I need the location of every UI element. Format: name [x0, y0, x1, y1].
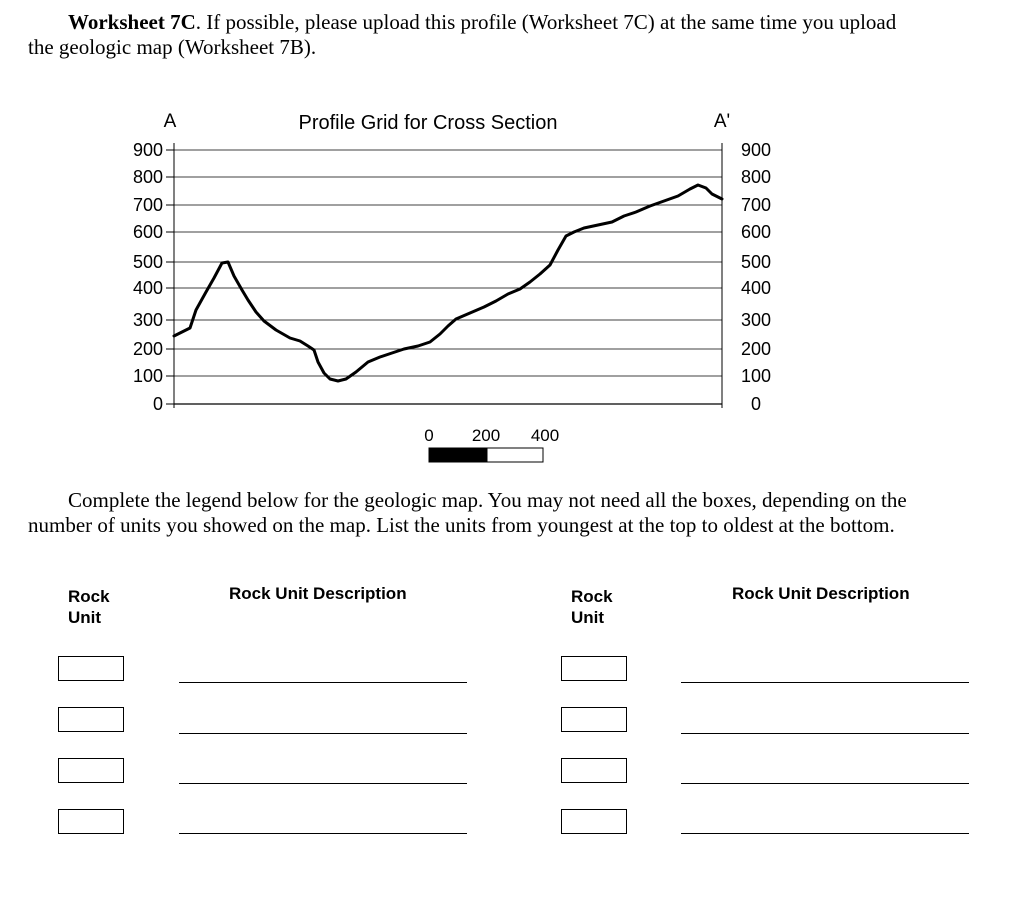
elevation-label-right: 500: [740, 252, 772, 272]
elevation-label-right: 300: [740, 310, 772, 330]
intro-text-1: . If possible, please upload this profile (Worksheet 7C) at the same time you upload: [195, 10, 897, 34]
elevation-label-right: 100: [740, 366, 772, 386]
profile-label-a-prime: A': [713, 111, 731, 132]
cross-section-profile-line: [174, 185, 722, 381]
elevation-label-right: 600: [740, 222, 772, 242]
description-line[interactable]: [681, 733, 969, 734]
elevation-label-right: 800: [740, 167, 772, 187]
rock-unit-box[interactable]: [58, 758, 124, 783]
description-line[interactable]: [179, 783, 467, 784]
profile-title: Profile Grid for Cross Section: [298, 112, 558, 134]
rock-unit-header-left: [68, 586, 110, 628]
elevation-tick-labels: [133, 140, 771, 414]
rock-unit-box[interactable]: [58, 809, 124, 834]
scale-label-200: 200: [471, 426, 501, 445]
elevation-label-right: 200: [740, 339, 772, 359]
rock-unit-box[interactable]: [58, 707, 124, 732]
legend-instructions-line-1: Complete the legend below for the geologic map. You may not need all the boxes, depending on the: [68, 488, 907, 512]
rock-unit-box[interactable]: [561, 758, 627, 783]
scale-bar-filled-segment: [429, 448, 487, 462]
scale-bar-empty-segment: [487, 448, 543, 462]
elevation-label-left: 0: [152, 394, 163, 414]
elevation-label-left: 600: [132, 222, 163, 242]
elevation-label-right: 900: [740, 140, 772, 160]
description-line[interactable]: [681, 682, 969, 683]
rock-unit-box[interactable]: [561, 656, 627, 681]
elevation-label-left: 300: [132, 310, 163, 330]
rock-unit-header-left-line1: Rock: [68, 587, 110, 606]
rock-unit-header-right: [571, 586, 613, 628]
description-line[interactable]: [179, 833, 467, 834]
rock-unit-box[interactable]: [58, 656, 124, 681]
description-header-right: Rock Unit Description: [732, 584, 910, 603]
rock-unit-header-left-line2: Unit: [68, 608, 102, 627]
rock-unit-box[interactable]: [561, 707, 627, 732]
legend-instructions: [28, 488, 1018, 538]
description-line[interactable]: [179, 733, 467, 734]
rock-unit-header-right-line1: Rock: [571, 587, 613, 606]
description-header-left: Rock Unit Description: [229, 584, 407, 603]
grid-lines: [166, 143, 722, 408]
elevation-label-left: 800: [132, 167, 163, 187]
scale-label-0: 0: [424, 426, 434, 445]
worksheet-title: Worksheet 7C: [68, 10, 196, 34]
elevation-label-right: 400: [740, 278, 772, 298]
elevation-label-left: 500: [132, 252, 163, 272]
elevation-label-left: 900: [132, 140, 163, 160]
elevation-label-left: 400: [132, 278, 163, 298]
scale-label-400: 400: [530, 426, 560, 445]
elevation-label-right: 700: [740, 195, 772, 215]
elevation-label-left: 700: [132, 195, 163, 215]
description-line[interactable]: [179, 682, 467, 683]
elevation-label-left: 100: [132, 366, 163, 386]
rock-unit-header-right-line2: Unit: [571, 608, 605, 627]
elevation-label-left: 200: [132, 339, 163, 359]
description-line[interactable]: [681, 783, 969, 784]
description-line[interactable]: [681, 833, 969, 834]
rock-unit-box[interactable]: [561, 809, 627, 834]
scale-bar: [424, 426, 559, 462]
profile-label-a: A: [163, 111, 177, 132]
elevation-label-right: 0: [750, 394, 762, 414]
intro-line-2: the geologic map (Worksheet 7B).: [28, 35, 317, 59]
legend-instructions-line-2: number of units you showed on the map. List the units from youngest at the top to oldest at the bottom.: [28, 513, 895, 537]
